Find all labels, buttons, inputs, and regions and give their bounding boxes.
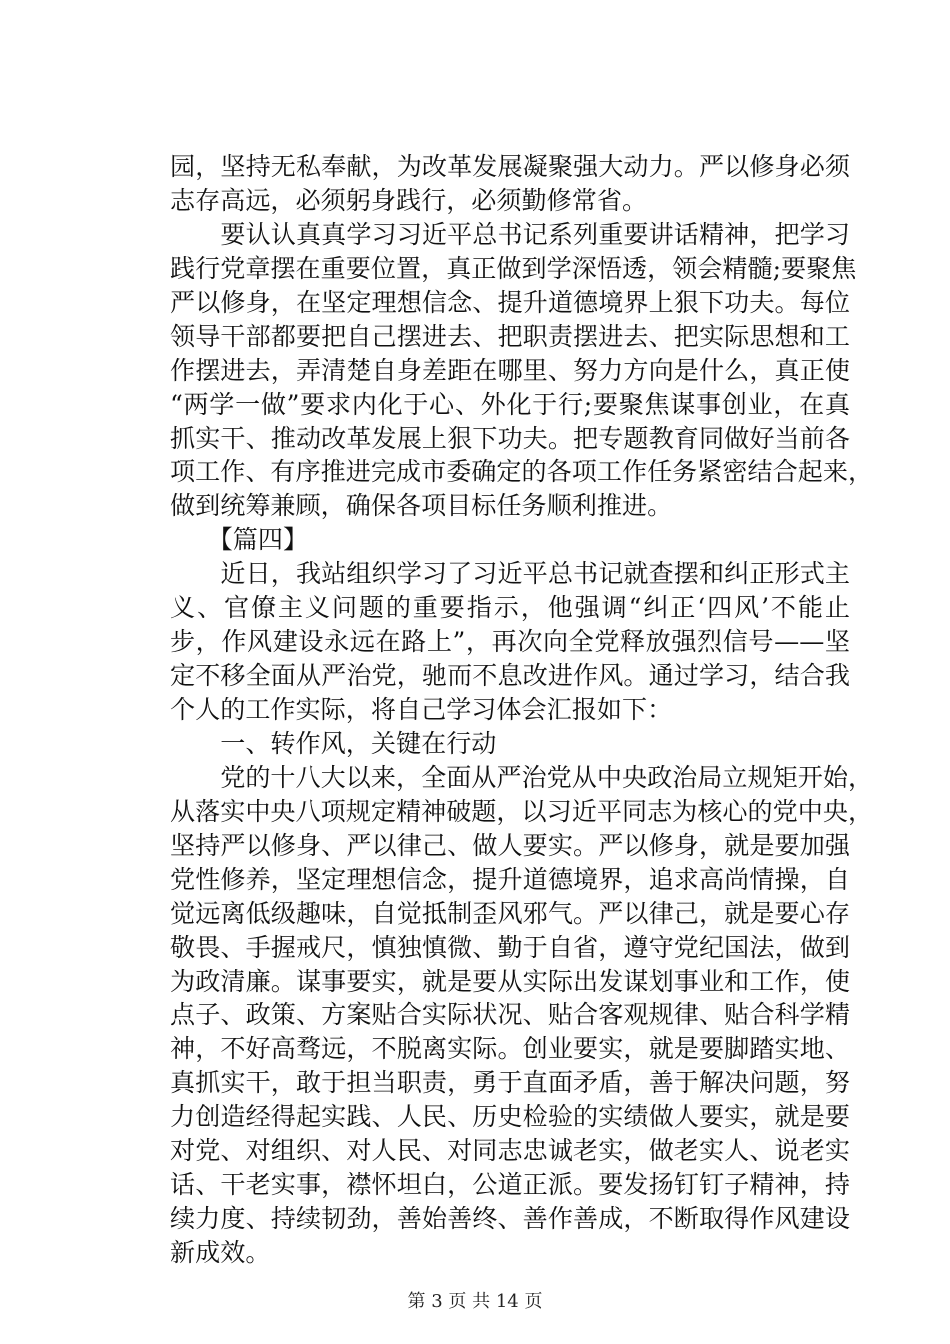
- text-line: 新成效。: [170, 1238, 271, 1268]
- text-line: 严以修身，在坚定理想信念、提升道德境界上狠下功夫。每位: [170, 287, 850, 317]
- text-line: 作摆进去，弄清楚自身差距在哪里、努力方向是什么，真正使: [170, 355, 850, 385]
- text-line: 对党、对组织、对人民、对同志忠诚老实，做老实人、说老实: [170, 1136, 850, 1166]
- text-line: 近日，我站组织学习了习近平总书记就查摆和纠正形式主: [170, 559, 850, 589]
- subsection-heading: 一、转作风，关键在行动: [170, 728, 497, 758]
- text-line: 坚持严以修身、严以律己、做人要实。严以修身，就是要加强: [170, 830, 850, 860]
- section-heading: 【篇四】: [170, 525, 309, 555]
- text-line: 定不移全面从严治党，驰而不息改进作风。通过学习，结合我: [170, 661, 850, 691]
- text-line: “两学一做”要求内化于心、外化于行;要聚焦谋事创业，在真: [170, 389, 850, 419]
- text-line: 话、干老实事，襟怀坦白，公道正派。要发扬钉钉子精神，持: [170, 1170, 850, 1200]
- text-line: 领导干部都要把自己摆进去、把职责摆进去、把实际思想和工: [170, 321, 850, 351]
- text-line: 个人的工作实际，将自己学习体会汇报如下：: [170, 695, 673, 725]
- text-line: 真抓实干，敢于担当职责，勇于直面矛盾，善于解决问题，努: [170, 1068, 850, 1098]
- text-line: 力创造经得起实践、人民、历史检验的实绩做人要实，就是要: [170, 1102, 850, 1132]
- text-line: 续力度、持续韧劲，善始善终、善作善成，不断取得作风建设: [170, 1204, 850, 1234]
- page-footer: 第 3 页 共 14 页: [407, 1291, 543, 1312]
- text-line: 践行党章摆在重要位置，真正做到学深悟透，领会精髓;要聚焦: [170, 253, 857, 283]
- text-line: 敬畏、手握戒尺，慎独慎微、勤于自省，遵守党纪国法，做到: [170, 932, 850, 962]
- text-line: 项工作、有序推进完成市委确定的各项工作任务紧密结合起来，: [170, 457, 874, 487]
- text-line: 觉远离低级趣味，自觉抵制歪风邪气。严以律己，就是要心存: [170, 898, 850, 928]
- text-line: 党的十八大以来，全面从严治党从中央政治局立规矩开始，: [170, 762, 874, 792]
- text-line: 从落实中央八项规定精神破题，以习近平同志为核心的党中央，: [170, 796, 874, 826]
- text-line: 步，作风建设永远在路上”，再次向全党释放强烈信号——坚: [170, 627, 850, 657]
- text-line: 义、官僚主义问题的重要指示，他强调“纠正‘四风’不能止: [170, 593, 850, 623]
- text-line: 抓实干、推动改革发展上狠下功夫。把专题教育同做好当前各: [170, 423, 850, 453]
- text-line: 党性修养，坚定理想信念，提升道德境界，追求高尚情操，自: [170, 864, 850, 894]
- text-line: 要认认真真学习习近平总书记系列重要讲话精神，把学习: [170, 219, 850, 249]
- text-line: 点子、政策、方案贴合实际状况、贴合客观规律、贴合科学精: [170, 1000, 850, 1030]
- text-line: 神，不好高骛远，不脱离实际。创业要实，就是要脚踏实地、: [170, 1034, 850, 1064]
- text-line: 做到统筹兼顾，确保各项目标任务顺利推进。: [170, 491, 673, 521]
- text-line: 为政清廉。谋事要实，就是要从实际出发谋划事业和工作，使: [170, 966, 850, 996]
- text-line: 志存高远，必须躬身践行，必须勤修常省。: [170, 185, 648, 215]
- text-line: 园，坚持无私奉献，为改革发展凝聚强大动力。严以修身必须: [170, 152, 850, 181]
